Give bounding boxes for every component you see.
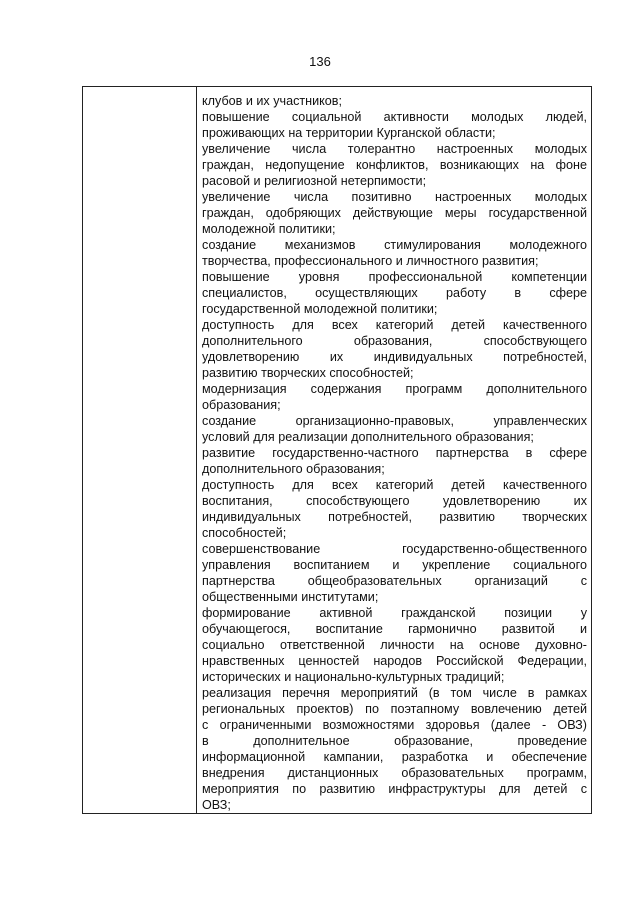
text-line: доступность для всех категорий детей качественного xyxy=(202,478,587,492)
text-line: реализация перечня мероприятий (в том числе в рамках xyxy=(202,686,587,700)
text-line: в дополнительное образование, проведение xyxy=(202,734,587,748)
text-line: граждан, недопущение конфликтов, возникающих на фоне xyxy=(202,158,587,172)
text-line: региональных проектов) по поэтапному вовлечению детей xyxy=(202,702,587,716)
text-line: проживающих на территории Курганской области; xyxy=(202,126,496,140)
text-line: воспитания, способствующего удовлетворению их xyxy=(202,494,587,508)
text-line: творчества, профессионального и личностного развития; xyxy=(202,254,539,268)
text-line: исторических и национально-культурных традиций; xyxy=(202,670,505,684)
text-line: информационной кампании, разработка и обеспечение xyxy=(202,750,587,764)
table-right-cell xyxy=(197,87,591,813)
text-line: общественными институтами; xyxy=(202,590,379,604)
document-table xyxy=(82,86,592,814)
text-line: партнерства общеобразовательных организаций с xyxy=(202,574,587,588)
text-line: образования; xyxy=(202,398,281,412)
text-line: условий для реализации дополнительного образования; xyxy=(202,430,534,444)
text-line: формирование активной гражданской позиции у xyxy=(202,606,587,620)
text-line: совершенствование государственно-общественного xyxy=(202,542,587,556)
text-line: дополнительного образования, способствующего xyxy=(202,334,587,348)
text-line: создание организационно-правовых, управленческих xyxy=(202,414,587,428)
text-line: повышение уровня профессиональной компетенции xyxy=(202,270,587,284)
text-line: специалистов, осуществляющих работу в сфере xyxy=(202,286,587,300)
text-line: доступность для всех категорий детей качественного xyxy=(202,318,587,332)
text-line: способностей; xyxy=(202,526,287,540)
text-line: развитие государственно-частного партнерства в сфере xyxy=(202,446,587,460)
page-number: 136 xyxy=(309,54,331,69)
text-line: увеличение числа позитивно настроенных молодых xyxy=(202,190,587,204)
text-line: увеличение числа толерантно настроенных молодых xyxy=(202,142,587,156)
text-line: государственной молодежной политики; xyxy=(202,302,438,316)
text-line: управления воспитанием и укрепление социального xyxy=(202,558,587,572)
text-line: развитию творческих способностей; xyxy=(202,366,414,380)
text-line: нравственных ценностей народов Российской Федерации, xyxy=(202,654,587,668)
table-left-cell xyxy=(83,87,197,813)
text-line: обучающегося, воспитание гармонично развитой и xyxy=(202,622,587,636)
text-line: индивидуальных потребностей, развитию творческих xyxy=(202,510,587,524)
text-line: удовлетворению их индивидуальных потребностей, xyxy=(202,350,587,364)
text-line: дополнительного образования; xyxy=(202,462,385,476)
text-line: внедрения дистанционных образовательных программ, xyxy=(202,766,587,780)
text-line: модернизация содержания программ дополнительного xyxy=(202,382,587,396)
text-line: молодежной политики; xyxy=(202,222,336,236)
text-line: граждан, одобряющих действующие меры государственной xyxy=(202,206,587,220)
text-line: клубов и их участников; xyxy=(202,94,342,108)
text-line: социально ответственной личности на основе духовно- xyxy=(202,638,587,652)
text-line: создание механизмов стимулирования молодежного xyxy=(202,238,587,252)
text-line: мероприятия по развитию инфраструктуры для детей с xyxy=(202,782,587,796)
text-line: с ограниченными возможностями здоровья (далее - ОВЗ) xyxy=(202,718,587,732)
text-line: расовой и религиозной нетерпимости; xyxy=(202,174,427,188)
text-line: повышение социальной активности молодых людей, xyxy=(202,110,587,124)
text-line: ОВЗ; xyxy=(202,798,231,812)
